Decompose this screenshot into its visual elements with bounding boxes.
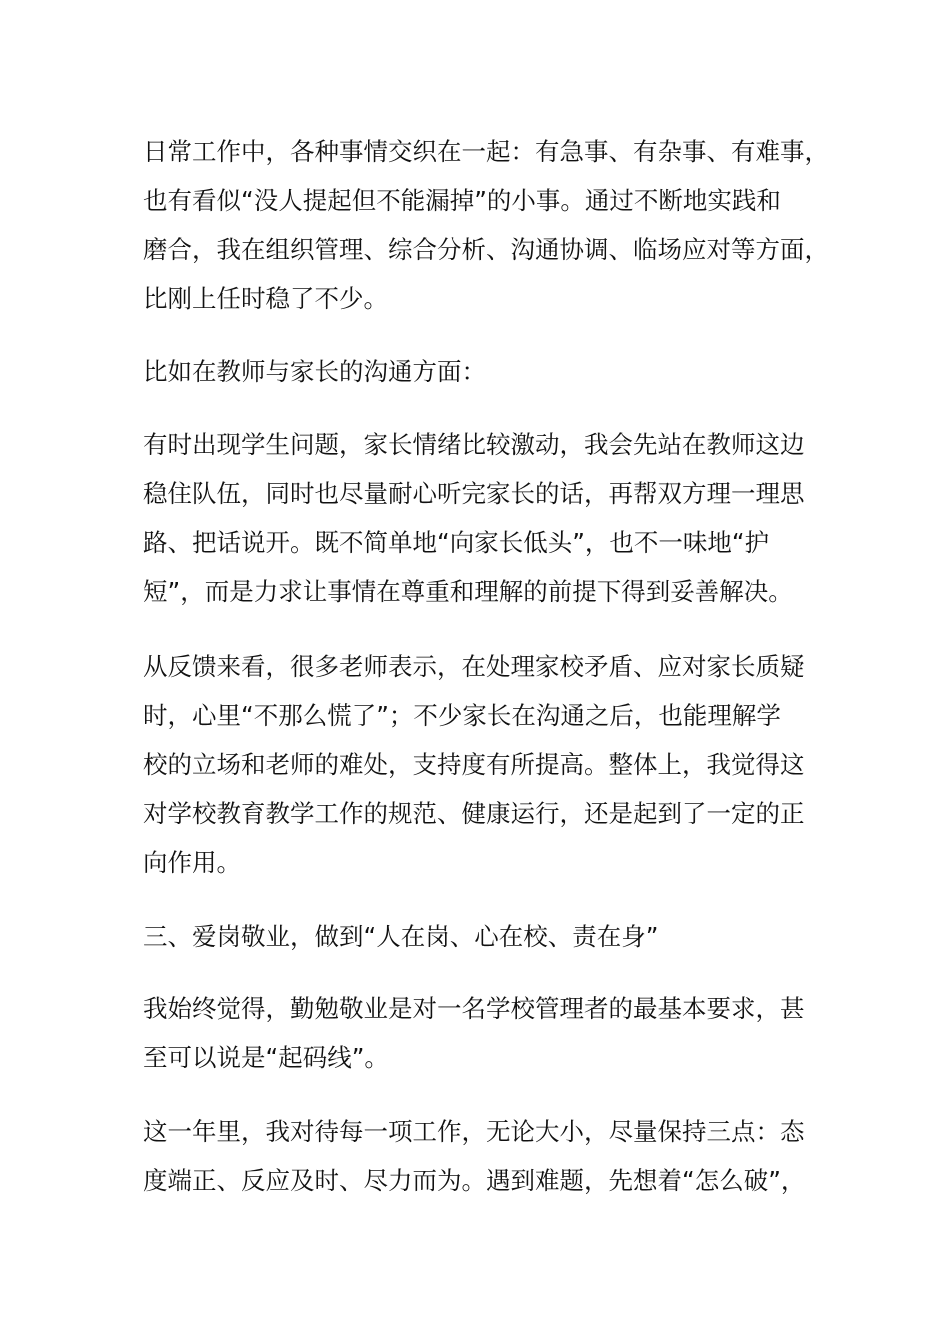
paragraph-diligence xyxy=(143,984,811,1082)
text-line: 这一年里，我对待每一项工作，无论大小，尽量保持三点：态 xyxy=(143,1117,805,1146)
text-line: 也有看似“没人提起但不能漏掉”的小事。通过不断地实践和 xyxy=(143,186,781,215)
text-line: 磨合，我在组织管理、综合分析、沟通协调、临场应对等方面， xyxy=(143,235,829,264)
paragraph-parent-communication-intro xyxy=(143,347,811,396)
text-line: 向作用。 xyxy=(143,848,241,877)
text-line: 我始终觉得，勤勉敬业是对一名学校管理者的最基本要求，甚 xyxy=(143,994,805,1023)
text-line: 路、把话说开。既不简单地“向家长低头”，也不一味地“护 xyxy=(143,528,770,557)
paragraph-work-summary xyxy=(143,127,829,323)
paragraph-handling-issues xyxy=(143,420,811,616)
text-line: 比如在教师与家长的沟通方面： xyxy=(143,357,486,386)
section-heading-dedication xyxy=(143,912,811,961)
text-line: 短”，而是力求让事情在尊重和理解的前提下得到妥善解决。 xyxy=(143,577,793,606)
text-line: 对学校教育教学工作的规范、健康运行，还是起到了一定的正 xyxy=(143,799,805,828)
text-line: 度端正、反应及时、尽力而为。遇到难题，先想着“怎么破”， xyxy=(143,1166,806,1195)
text-line: 比刚上任时稳了不少。 xyxy=(143,284,388,313)
text-line: 有时出现学生问题，家长情绪比较激动，我会先站在教师这边 xyxy=(143,430,805,459)
text-line: 至可以说是“起码线”。 xyxy=(143,1043,389,1072)
text-line: 稳住队伍，同时也尽量耐心听完家长的话，再帮双方理一理思 xyxy=(143,479,805,508)
text-line: 日常工作中，各种事情交织在一起：有急事、有杂事、有难事， xyxy=(143,137,829,166)
paragraph-work-attitude xyxy=(143,1107,811,1205)
text-line: 校的立场和老师的难处，支持度有所提高。整体上，我觉得这 xyxy=(143,750,805,779)
text-line: 三、爱岗敬业，做到“人在岗、心在校、责在身” xyxy=(143,922,659,951)
text-line: 时，心里“不那么慌了”；不少家长在沟通之后，也能理解学 xyxy=(143,701,781,730)
paragraph-feedback xyxy=(143,642,811,887)
text-line: 从反馈来看，很多老师表示，在处理家校矛盾、应对家长质疑 xyxy=(143,652,805,681)
